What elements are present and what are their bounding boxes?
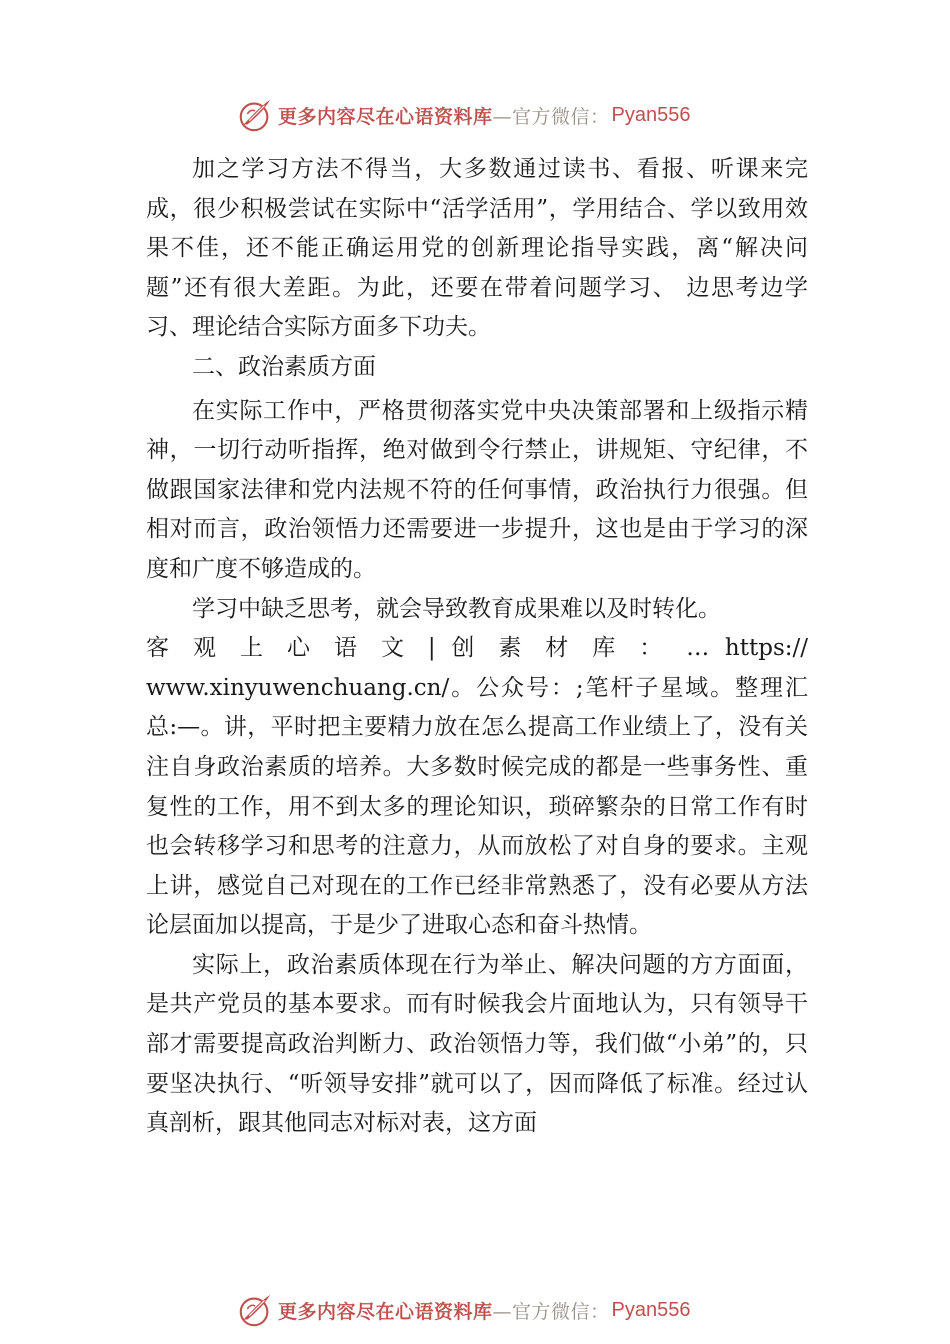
banner-middle-text: —官方微信： [492,1300,610,1323]
banner-account-text: Pyan556 [611,1298,691,1321]
banner-account-text: Pyan556 [611,103,691,126]
body-paragraph: 在实际工作中，严格贯彻落实党中央决策部署和上级指示精神，一切行动听指挥，绝对做到令行禁止，讲规矩、守纪律，不做跟国家法律和党内法规不符的任何事情，政治执行力很强。但相对而言，政治领悟力还需要进一步提升，这也是由于学习的深度和广度不够造成的。 [146,397,808,582]
banner-middle-text: —官方微信： [492,105,610,128]
footer-watermark-banner [236,1290,756,1330]
banner-brand-text: 更多内容尽在心语资料库 [278,1300,493,1323]
body-paragraph: 学习中缺乏思考，就会导致教育成果难以及时转化。 [192,595,721,622]
section-heading: 二、政治素质方面 [192,353,376,380]
header-watermark-banner [236,95,756,135]
body-paragraph: 加之学习方法不得当，大多数通过读书、看报、听课来完成，很少积极尝试在实际中“活学活用”，学用结合、学以致用效果不佳，还不能正确运用党的创新理论指导实践，离“解决问题”还有很大差距。为此，还要在带着问题学习、 边思考边学习、理论结合实际方面多下功夫。 [146,156,808,341]
body-paragraph: 实际上，政治素质体现在行为举止、解决问题的方方面面，是共产党员的基本要求。而有时候我会片面地认为，只有领导干部才需要提高政治判断力、政治领悟力等，我们做“小弟”的，只要坚决执行、“听领导安排”就可以了，因而降低了标准。经过认真剖析，跟其他同志对标对表，这方面 [146,951,808,1137]
document-body [146,150,808,1144]
quill-logo-icon [236,1291,274,1329]
quill-logo-icon [236,96,274,134]
banner-brand-text: 更多内容尽在心语资料库 [278,105,493,128]
source-line: 客 观 上 心 语 文 | 创 素 材 库 ： … https:// [146,635,808,662]
body-paragraph: www.xinyuwenchuang.cn/。公众号：;笔杆子星域。整理汇总:—。讲，平时把主要精力放在怎么提高工作业绩上了，没有关注自身政治素质的培养。大多数时候完成的都是一些事务性、重复性的工作，用不到太多的理论知识，琐碎繁杂的日常工作有时也会转移学习和思考的注意力，从而放松了对自身的要求。主观上讲，感觉自己对现在的工作已经非常熟悉了，没有必要从方法论层面加以提高，于是少了进取心态和奋斗热情。 [146,674,808,939]
